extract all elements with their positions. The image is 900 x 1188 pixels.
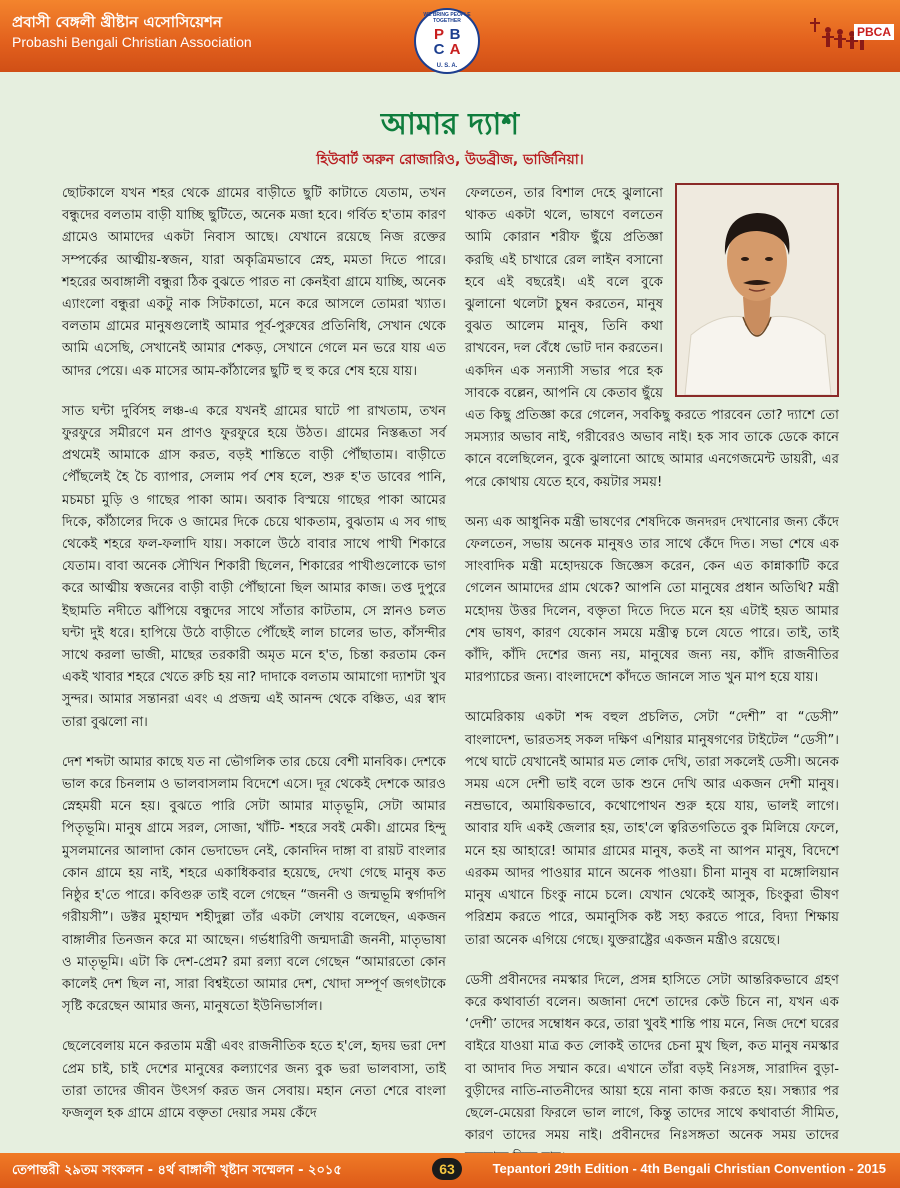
corner-logo-text: PBCA (854, 24, 894, 40)
paragraph: আমেরিকায় একটা শব্দ বহুল প্রচলিত, সেটা “দেশী” বা “ডেসী” বাংলাদেশ, ভারতসহ সকল দক্ষিণ এশিয়ার মানুষগণের টাইটেল “ডেসী”। পথে ঘাটে যেখানেই আমার মত লোক দেখি, তারা সকলেই ডেসী। অনেক সময় এসে দেশী ভাই বলে ডাক শুনে দেখি আর একজন দেশী মানুষ। নম্রভাবে, অমায়িকভাবে, কথোপোথন শুরু হয়ে যায়, ভালই লাগে। আবার যদি একই জেলার হয়, তাহ'লে ত্বরিতগতিতে বুক মিলিয়ে ফেলে, মনে হয় আহারে! আমার গ্রামের মানুষ, কতই না আপন মানুষ, বিদেশে এরকম আদর পাওয়ার মানে অনেক পাওয়া। চীনা মানুষ বা মঙ্গোলিয়ান মানুষ এখানে চিংকু নামে চলে। যেখান থেকেই আসুক, চিংকুরা ভীষণ পরিশ্রম করতে পারে, অমানুসিক কষ্ট সহ্য করতে পারে, বিদ্যা শিক্ষায় তারা অনেক এগিয়ে গেছে। যুক্তরাষ্ট্রের একজন মন্ত্রীও রয়েছে। (465, 710, 839, 948)
logo-monogram (429, 27, 465, 57)
paragraph: ফেলতেন, তার বিশাল দেহে ঝুলানো থাকত একটা থলে, ভাষণে বলতেন আমি কোরান শরীফ ছুঁয়ে প্রতিজ্ঞা করছি এই চাখারে রেল লাইন বসানো হবে এই বছরেই। এই বলে বুকে ঝুলানো থলেটা চুম্বন করতেন, মানুষ বুঝত আলেম মানুষ, তিনি কথা রাখবেন, দল বেঁধে ভোট দান করতেন। একদিন এক সন্যাসী সভার পরে হক সাবকে বল্লেন, আপনি যে কেতাব ছুঁয়ে এত কিছু প্রতিজ্ঞা করে গেলেন, সবকিছু করতে পারবেন তো? দ্যাশে তো সমস্যার অভাব নাই, গরীবেরও অভাব নাই। হক সাব তাকে ডেকে কানে কানে বলেছিলেন, বুকে ঝুলানো আছে আমার এনগেজমেন্ট ডায়রী, এর পরে কোথায় যেতে হবে, কয়টার সময়! (465, 186, 839, 490)
page-header (0, 0, 900, 72)
paragraph: দেশ শব্দটা আমার কাছে যত না ভৌগলিক তার চেয়ে বেশী মানবিক। দেশকে ভাল করে চিনলাম ও ভালবাসলাম বিদেশে এসে। দূর থেকেই দেশকে আরও স্নেহময়ী মনে হয়। বুঝতে পারি সেটা আমার মাতৃভূমি, সেটা আমার পিতৃভূমি। মানুষ গ্রামে সরল, সোজা, খাঁটি- শহরে সবই মেকী। গ্রামের হিন্দু মুসলমানের আলাদা কোন ভেদাভেদ নেই, কোনদিন দাঙ্গা বা রায়ট বাংলার কোন গ্রামে হয় নাই, শহরে একাধিকবার হয়েছে, দেখা গেছে মানুষ কত নিষ্ঠুর হ'তে পারে। কবিগুরু তাই বলে গেছেন “জননী ও জন্মভূমি স্বর্গাদপি গরীয়সী”। ডক্টর মুহাম্মদ শহীদুল্লা তাঁর একটা লেখায় বলেছেন, একজন বাঙ্গালীর তিনজন করে মা আছেন। গর্ভধারিণী জন্মদাত্রী জননী, মাতৃভাষা ও মাতৃভূমি। এটা কি দেশ-প্রেম? রমা রল্যা বলে গেছেন “আমারতো কোন কালেই দেশ ছিল না, সারা বিশ্বইতো আমার দেশ, খোদা সম্পূর্ণ জগৎটাকে সৃষ্টি করেছেন আমার জন্য, মানুষতো ইউনিভার্সাল। (62, 754, 446, 1015)
author-photo (675, 183, 839, 397)
paragraph: অন্য এক আধুনিক মন্ত্রী ভাষণের শেষদিকে জনদরদ দেখানোর জন্য কেঁদে ফেলতেন, সভায় অনেক মানুষও তার সাথে কেঁদে দিত। সভা শেষে এক সাংবাদিক মন্ত্রী মহোদয়কে জিজ্ঞেস করেন, কেন এত কান্নাকাটি করে গেলেন আমাদের গ্রাম থেকে? আপনি তো মানুষের প্রধান অতিথি? মন্ত্রী মহোদয় উত্তর দিলেন, বক্তৃতা দিতে দিতে মনে হয় এটাই হয়ত আমার শেষ ভাষণ, কারণ যেকোন সময়ে মন্ত্রীত্ব চলে যেতে পারে। তাই, তাই কাঁদি, কাঁদি দেশের জন্য নয়, মানুষের জন্য নয়, কাঁদি রাজনীতির মারপ্যাচের জন্য। বাংলাদেশে কাঁদতে জানলে সাত খুন মাপ হয়ে যায়। (465, 514, 839, 686)
footer-english-title: Tepantori 29th Edition - 4th Bengali Christian Convention - 2015 (492, 1161, 886, 1176)
paragraph: ছেলেবেলায় মনে করতাম মন্ত্রী এবং রাজনীতিক হতে হ'লে, হৃদয় ভরা দেশ প্রেম চাই, চাই দেশের মানুষের কল্যাণের জন্য বুক ভরা ভালবাসা, তাই তারা তাদের জীবন উৎসর্গ করত জন সেবায়। মহান নেতা শেরে বাংলা ফজলুল হক গ্রামে গ্রামে বক্তৃতা দেয়ার সময় কেঁদে (62, 1039, 446, 1121)
page-footer (0, 1153, 900, 1188)
logo-letter-b: B (449, 26, 461, 43)
org-name-bengali: প্রবাসী বেঙ্গলী খ্রীষ্টান এসোসিয়েশন (12, 13, 222, 31)
logo-country: U. S. A. (436, 63, 458, 69)
logo-letter-a: A (449, 41, 461, 58)
pbca-seal-logo (414, 8, 480, 74)
logo-letter-c: C (433, 41, 445, 58)
author-portrait-image (677, 185, 837, 395)
footer-bengali-title: তেপান্তরী ২৯তম সংকলন - ৪র্থ বাঙ্গালী খৃষ্টান সম্মেলন - ২০১৫ (12, 1163, 342, 1178)
logo-letter-p: P (433, 26, 444, 43)
paragraph: সাত ঘন্টা দুর্বিসহ লঞ্চ-এ করে যখনই গ্রামের ঘাটে পা রাখতাম, তখন ফুরফুরে সমীরণে মন প্রাণও ফুরফুরে হয়ে উঠত। গ্রামের নিস্তব্ধতা সর্ব প্রথমেই আমাকে গ্রাস করত, বড়ই শান্তিতে বাড়ী পৌঁছাতাম। বাড়ীতে পৌঁছলেই হৈ চৈ ব্যাপার, সেলাম পর্ব শেষ হলে, শুরু হ'ত ডাবের পানি, মচমচা মুড়ি ও গাছের পাকা আম। অবাক বিস্ময়ে গাছের পাকা আমের দিকে, কাঁঠালের দিকে ও জামের দিকে চেয়ে থাকতাম, বুঝতাম এ সব গাছ থেকেই শহরে ফল-ফলাদি যায়। সকালে উঠে বাবার সাথে পাখী শিকারে যেতাম। বাবা অনেক সৌখিন শিকারী ছিলেন, শিকারের পাখীগুলোকে ভাগ করে আত্মীয় স্বজনের বাড়ী বাড়ী পৌঁছানো ছিল আমার কাজ। তপ্ত দুপুরে ইছামতি নদীতে ঝাঁপিয়ে বন্ধুদের সাথে সাঁতার কাটতাম, সে স্নানও চলত ঘন্টা দুই ধরে। হাপিয়ে উঠে বাড়ীতে পৌঁছেই লাল চালের ভাত, কাঁসন্দীর সাথে করলা ভাজী, মাছের তরকারী অমৃত মনে হ'ত, চিন্তা করতাম কেন একই খাবার শহরে খেতে রুচি হয় না? দাদাকে বলতাম আমাগো দ্যাশটা খুব সুন্দর। আমার সন্তানরা এবং এ প্রজন্ম এই আনন্দ থেকে বঞ্চিত, এর স্বাদ তারা বুঝলো না। (62, 403, 446, 730)
pbca-corner-logo (808, 16, 898, 60)
org-name-english: Probashi Bengali Christian Association (12, 34, 252, 50)
logo-ring-text: WE BRING PEOPLE TOGETHER (423, 12, 471, 24)
left-column (62, 183, 446, 1143)
paragraph: ছোটকালে যখন শহর থেকে গ্রামের বাড়ীতে ছুটি কাটাতে যেতাম, তখন বন্ধুদের বলতাম বাড়ী যাচ্ছি ছুটিতে, অনেক মজা হবে। গর্বিত হ'তাম কারণ গ্রামেও আমাদের একটা নিবাস আছে। যেখানে রয়েছে নিজ রক্তের সম্পর্কের আত্মীয়-স্বজন, যারা অকৃত্রিমভাবে স্নেহ, মমতা দিতে পারে। শহরের অবাঙ্গালী বন্ধুরা ঠিক বুঝতে পারত না কেনইবা গ্রামে যাচ্ছি, অনেক এ্যাংলো বন্ধুরা একটু নাক সিটকাতো, মনে করে আসলে তোমরা খ্যাত। বলতাম গ্রামের মানুষগুলোই আমার পূর্ব-পুরুষের প্রতিনিধি, সেখান থেকে আমি এসেছি, সেখানেই আমার শেকড়, সেখানে গেলে মন ভরে যায় এত আদর পেয়ে। এক মাসের আম-কাঁঠালের ছুটি হু হু করে শেষ হয়ে যায়। (62, 186, 446, 379)
article-title: আমার দ্যাশ (380, 107, 520, 142)
right-column (465, 183, 839, 1188)
paragraph: ডেসী প্রবীনদের নমস্কার দিলে, প্রসন্ন হাসিতে সেটা আন্তরিকভাবে গ্রহণ করে কথাবার্তা বলেন। অজানা দেশে তাদের কেউ চিনে না, যখন এক ‘দেশী’ তাদের সম্বোধন করে, তারা খুবই শান্তি পায় মনে, নিজ দেশে ঘরের বাইরে যাওয়া মাত্র কত লোকই তাদের চেনা মুখ ছিল, কত মানুষ নমস্কার বা আদাব দিত সম্মান করে। এখানে তাঁরা বড়ই নিঃসঙ্গ, সারাদিন বুড়া-বুড়ীদের নাতি-নাতনীদের আয়া হয়ে নানা কাজ করতে হয়। সন্ধ্যার পর ছেলে-মেয়েরা ফিরলে ভাল লাগে, কিন্তু তাদের সাথে কথাবার্তা সীমিত, কারণ তাদের সময় নাই। প্রবীনদের নিঃসঙ্গতা অনেক সময় তাদের (465, 972, 839, 1144)
article-byline: হিউবার্ট অরুন রোজারিও, উডব্রীজ, ভার্জিনিয়া। (316, 152, 584, 168)
page-number: 63 (432, 1158, 462, 1180)
